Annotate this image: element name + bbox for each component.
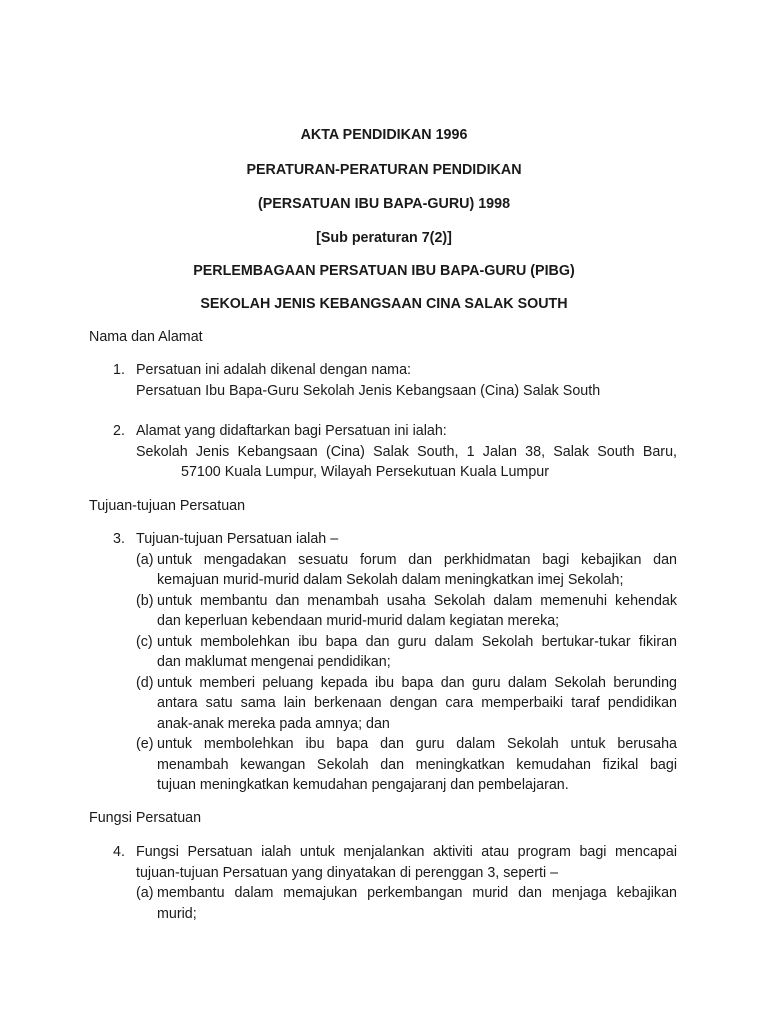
clause-1 — [113, 360, 677, 401]
sub-clause-line: untuk mengadakan sesuatu forum dan perkhidmatan bagi kebajikan dan — [157, 551, 677, 568]
sub-clause-label: (b) — [136, 592, 154, 609]
act-title: AKTA PENDIDIKAN 1996 — [300, 127, 468, 143]
sub-clause-c — [136, 632, 677, 673]
sub-clause-line: menambah kewangan Sekolah dan meningkatkan kemudahan fizikal bagi — [157, 756, 677, 773]
section-heading-fungsi: Fungsi Persatuan — [89, 810, 202, 826]
clause-line: Persatuan ini adalah dikenal dengan nama: — [136, 362, 412, 378]
section-heading-nama: Nama dan Alamat — [89, 329, 203, 345]
clause-line: Sekolah Jenis Kebangsaan (Cina) Salak South, 1 Jalan 38, Salak South Baru, — [136, 443, 677, 460]
section-heading-tujuan: Tujuan-tujuan Persatuan — [89, 498, 246, 514]
sub-clause-line: murid; — [157, 905, 197, 922]
clause-line: Alamat yang didaftarkan bagi Persatuan ini ialah: — [136, 423, 447, 439]
clause-intro: Tujuan-tujuan Persatuan ialah – — [136, 531, 339, 547]
sub-clause-line: kemajuan murid-murid dalam Sekolah dalam meningkatkan imej Sekolah; — [157, 572, 624, 588]
sub-clause-line: anak-anak mereka pada amnya; dan — [157, 715, 390, 732]
clause-2 — [113, 421, 677, 483]
sub-clause-d — [136, 673, 677, 735]
sub-clause-e — [136, 734, 677, 796]
sub-clause-line: untuk memberi peluang kepada ibu bapa dan guru dalam Sekolah berunding — [157, 674, 677, 691]
sub-clause-line: untuk membantu dan menambah usaha Sekolah dalam memenuhi kehendak — [157, 592, 677, 609]
constitution-title: PERLEMBAGAAN PERSATUAN IBU BAPA-GURU (PIBG) — [193, 263, 575, 279]
sub-clause-line: tujuan meningkatkan kemudahan pengajaranj dan pembelajaran. — [157, 777, 569, 793]
pibg-regulations-title: (PERSATUAN IBU BAPA-GURU) 1998 — [257, 196, 511, 212]
clause-number: 4. — [113, 844, 125, 860]
clause-line: Persatuan Ibu Bapa-Guru Sekolah Jenis Kebangsaan (Cina) Salak South — [136, 382, 601, 399]
regulations-title: PERATURAN-PERATURAN PENDIDIKAN — [246, 162, 522, 178]
sub-clause-label: (a) — [136, 885, 154, 901]
clause-4 — [113, 842, 677, 924]
sub-clause-b — [136, 591, 677, 632]
sub-clause-label: (d) — [136, 674, 154, 691]
sub-clause-line: dan keperluan kebendaan murid-murid dalam kegiatan mereka; — [157, 613, 560, 629]
clause-line: 57100 Kuala Lumpur, Wilayah Persekutuan Kuala Lumpur — [181, 464, 549, 480]
clause-number: 1. — [113, 362, 125, 378]
clause-line: Fungsi Persatuan ialah untuk menjalankan aktiviti atau program bagi mencapai — [136, 844, 677, 860]
sub-clause-line: untuk membolehkan ibu bapa dan guru dalam Sekolah bertukar-tukar fikiran — [157, 633, 677, 650]
sub-clause-line: antara satu sama lain berkenaan dengan cara memperbaiki taraf pendidikan — [157, 695, 677, 711]
sub-clause-label: (a) — [136, 551, 154, 568]
sub-clause-a — [136, 883, 677, 924]
sub-clause-a — [136, 550, 677, 591]
sub-clause-line: dan maklumat mengenai pendidikan; — [157, 654, 391, 670]
clause-line: tujuan-tujuan Persatuan yang dinyatakan di perenggan 3, seperti – — [136, 864, 559, 881]
clause-3 — [113, 529, 677, 796]
clause-number: 3. — [113, 531, 125, 547]
sub-clause-label: (e) — [136, 736, 154, 752]
sub-regulation-ref: [Sub peraturan 7(2)] — [316, 230, 452, 246]
sub-clause-line: untuk membolehkan ibu bapa dan guru dalam Sekolah untuk berusaha — [157, 736, 677, 752]
sub-clause-line: membantu dalam memajukan perkembangan murid dan menjaga kebajikan — [157, 885, 677, 901]
clause-number: 2. — [113, 423, 125, 439]
school-name-title: SEKOLAH JENIS KEBANGSAAN CINA SALAK SOUTH — [200, 296, 568, 312]
sub-clause-label: (c) — [136, 633, 153, 650]
